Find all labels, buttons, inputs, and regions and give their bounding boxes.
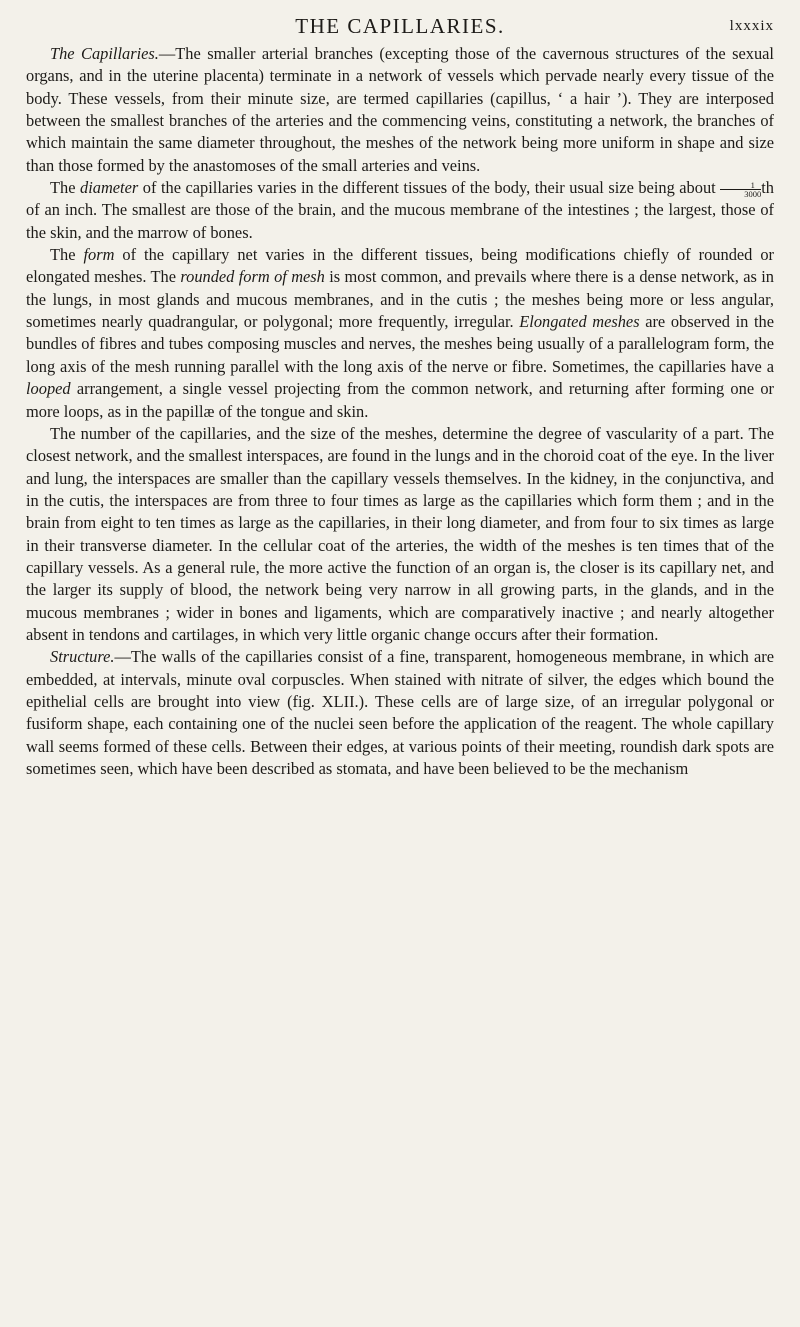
paragraph-form: [26, 244, 774, 423]
paragraph-text: —The smaller arterial branches (excepting those of the cavernous structures of the sexual organs, and in the uterine placenta) terminate in a network of vessels which pervade nearly every tissue of the body. These vessels, from their minute size, are termed capillaries (capillus, ‘ a hair ’). They are interposed between the smallest branches of the arteries and the commencing veins, constituting a network, the branches of which maintain the same diameter throughout, the meshes of the network being more uniform in shape and size than those formed by the anastomoses of the small arteries and veins.: [26, 44, 774, 175]
body-text: [26, 43, 774, 780]
term-looped: looped: [26, 379, 71, 399]
paragraph-text: are observed in the bundles of fibres and tubes composing muscles and nerves, the meshes being usually of a parallelogram form, the long axis of the mesh running parallel with the long axis of the nerve or fibre. Sometimes, the capillaries have a: [26, 312, 774, 376]
paragraph-text: th of an inch. The smallest are those of the brain, and the mucous membrane of the intestines ; the largest, those of the skin, and the marrow of bones.: [26, 178, 774, 242]
page-number: lxxxix: [729, 18, 774, 34]
paragraph-text: of the capillaries varies in the different tissues of the body, their usual size being about: [142, 178, 716, 198]
paragraph-number: [26, 423, 774, 646]
paragraph-capillaries: [26, 43, 774, 177]
term-form: form: [83, 245, 115, 265]
paragraph-text: of the capillary net varies in the different tissues, being modifications chiefly of rounded or elongated meshes. The: [26, 245, 774, 287]
paragraph-structure: [26, 646, 774, 780]
term-diameter: diameter: [80, 178, 139, 198]
paragraph-lead: The: [50, 178, 76, 198]
fraction-numerator: 1: [720, 181, 761, 190]
fraction-denominator: 3000: [744, 188, 762, 199]
fraction: [720, 181, 761, 198]
paragraph-text: is most common, and prevails where there is a dense network, as in the lungs, in most glands and mucous membranes, and in the cutis ; the meshes being more or less angular, sometimes nearly quadrangular, or polygonal; more frequently, irregular.: [26, 267, 774, 332]
term-rounded-form: rounded form of mesh: [180, 267, 325, 287]
paragraph-lead: The: [50, 245, 76, 265]
page-header: [0, 14, 800, 42]
paragraph-text: The number of the capillaries, and the size of the meshes, determine the degree of vascularity of a part. The closest network, and the smallest interspaces, are found in the lungs and in the choroid coat of the eye. In the liver and lung, the interspaces are smaller than the capillary vessels themselves. In the kidney, in the conjunctiva, and in the cutis, the interspaces are from three to four times as large as the capillaries which form them ; and in the brain from eight to ten times as large as the capillaries, in their long diameter, and from four to six times as large in their transverse diameter. In the cellular coat of the arteries, the width of the meshes is ten times that of the capillary vessels. As a general rule, the more active the function of an organ is, the closer is its capillary net, and the larger its supply of blood, the network being very narrow in all growing parts, in the glands, and in the mucous membranes ; wider in bones and ligaments, which are comparatively inactive ; and nearly altogether absent in tendons and cartilages, in which very little organic change occurs after their formation.: [26, 423, 774, 644]
paragraph-diameter: [26, 177, 774, 244]
section-heading: The Capillaries.: [50, 44, 159, 63]
term-elongated-meshes: Elongated meshes: [519, 312, 640, 332]
paragraph-text: arrangement, a single vessel projecting from the common network, and returning after forming one or more loops, as in the papillæ of the tongue and skin.: [26, 379, 774, 421]
running-title: THE CAPILLARIES.: [295, 14, 505, 38]
section-heading: Structure.: [50, 647, 115, 667]
paragraph-text: —The walls of the capillaries consist of a fine, transparent, homogeneous membrane, in which are embedded, at intervals, minute oval corpuscles. When stained with nitrate of silver, the edges which bound the epithelial cells are brought into view (fig. XLII.). These cells are of large size, of an irregular polygonal or fusiform shape, each containing one of the nuclei seen before the application of the reagent. The whole capillary wall seems formed of these cells. Between their edges, at various points of their meeting, roundish dark spots are sometimes seen, which have been described as stomata, and have been believed to be the mechanism: [26, 647, 774, 778]
